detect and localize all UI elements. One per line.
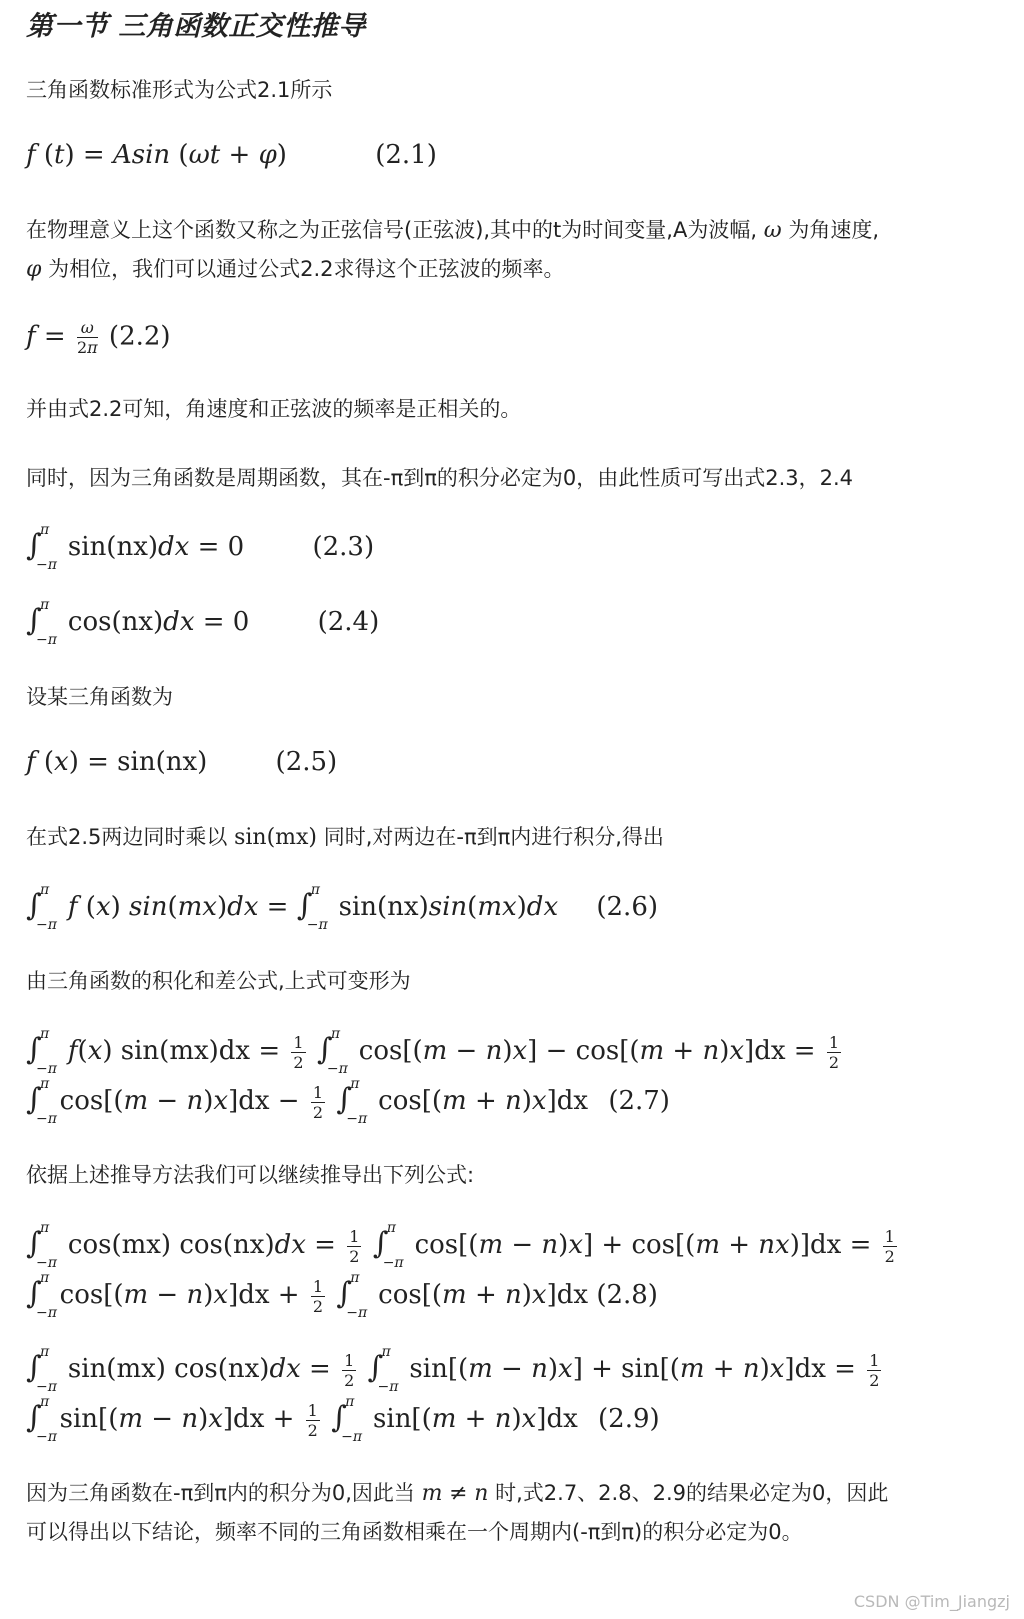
paragraph-5: 设某三角函数为 <box>26 685 173 709</box>
section-title: 第一节 三角函数正交性推导 <box>26 11 366 42</box>
equation-2-2: f = $\frac{\omega}{2\pi}$ (2.2) <box>26 318 171 357</box>
paragraph-8: 依据上述推导方法我们可以继续推导出下列公式: <box>26 1163 475 1187</box>
equation-2-7-line2: ∫ π −π cos[(m − n)x]dx − $\frac{1}{2}$ ∫ π −π cos[(m + n)x]dx (2.7) <box>26 1076 670 1127</box>
equation-2-5: f (x) = sin(nx) (2.5) <box>26 747 338 777</box>
paragraph-9: 因为三角函数在-π到π内的积分为0,因此当 m ≠ n 时,式2.7、2.8、2.9的结果必定为0，因此 可以得出以下结论，频率不同的三角函数相乘在一个周期内(-π到π)的积分必定为0。 <box>26 1481 889 1544</box>
eq-tag: (2.1) <box>375 140 437 170</box>
paragraph-7: 由三角函数的积化和差公式,上式可变形为 <box>26 969 411 993</box>
equation-2-3: ∫ π −π sin(nx)dx = 0 (2.3) <box>26 522 375 573</box>
paragraph-4: 同时，因为三角函数是周期函数，其在-π到π的积分必定为0，由此性质可写出式2.3，2.4 <box>26 466 854 490</box>
equation-2-4: ∫ π −π cos(nx)dx = 0 (2.4) <box>26 597 380 648</box>
equation-2-8-line1: ∫ π −π cos(mx) cos(nx)dx = $\frac{1}{2}$ ∫ π −π cos[(m − n)x] + cos[(m + nx)]dx = $\frac{1}{2}$ <box>26 1220 895 1271</box>
paragraph-6: 在式2.5两边同时乘以 sin(mx) 同时,对两边在-π到π内进行积分,得出 <box>26 825 664 850</box>
paragraph-2: 在物理意义上这个函数又称之为正弦信号(正弦波),其中的t为时间变量,A为波幅, ω 为角速度, φ 为相位，我们可以通过公式2.2求得这个正弦波的频率。 <box>26 218 880 282</box>
equation-2-1: f (t) = Asin (ωt + φ) (2.1) <box>26 140 437 170</box>
equation-2-7-line1: ∫ π −π f(x) sin(mx)dx = $\frac{1}{2}$ ∫ π −π cos[(m − n)x] − cos[(m + n)x]dx = $\frac{1}{2}$ <box>26 1026 839 1077</box>
equation-2-9-line2: ∫ π −π sin[(m − n)x]dx + $\frac{1}{2}$ ∫ π −π sin[(m + n)x]dx (2.9) <box>26 1394 660 1445</box>
paragraph-1: 三角函数标准形式为公式2.1所示 <box>26 78 333 102</box>
equation-2-8-line2: ∫ π −π cos[(m − n)x]dx + $\frac{1}{2}$ ∫ π −π cos[(m + n)x]dx (2.8) <box>26 1270 658 1321</box>
equation-2-9-line1: ∫ π −π sin(mx) cos(nx)dx = $\frac{1}{2}$ ∫ π −π sin[(m − n)x] + sin[(m + n)x]dx = $\frac{1}{2}$ <box>26 1344 880 1395</box>
paragraph-3: 并由式2.2可知，角速度和正弦波的频率是正相关的。 <box>26 397 522 421</box>
equation-2-6: ∫ π −π f (x) sin(mx)dx = ∫ π −π sin(nx)sin(mx)dx (2.6) <box>26 882 659 933</box>
watermark: CSDN @Tim_Jiangzj <box>853 1592 1010 1611</box>
